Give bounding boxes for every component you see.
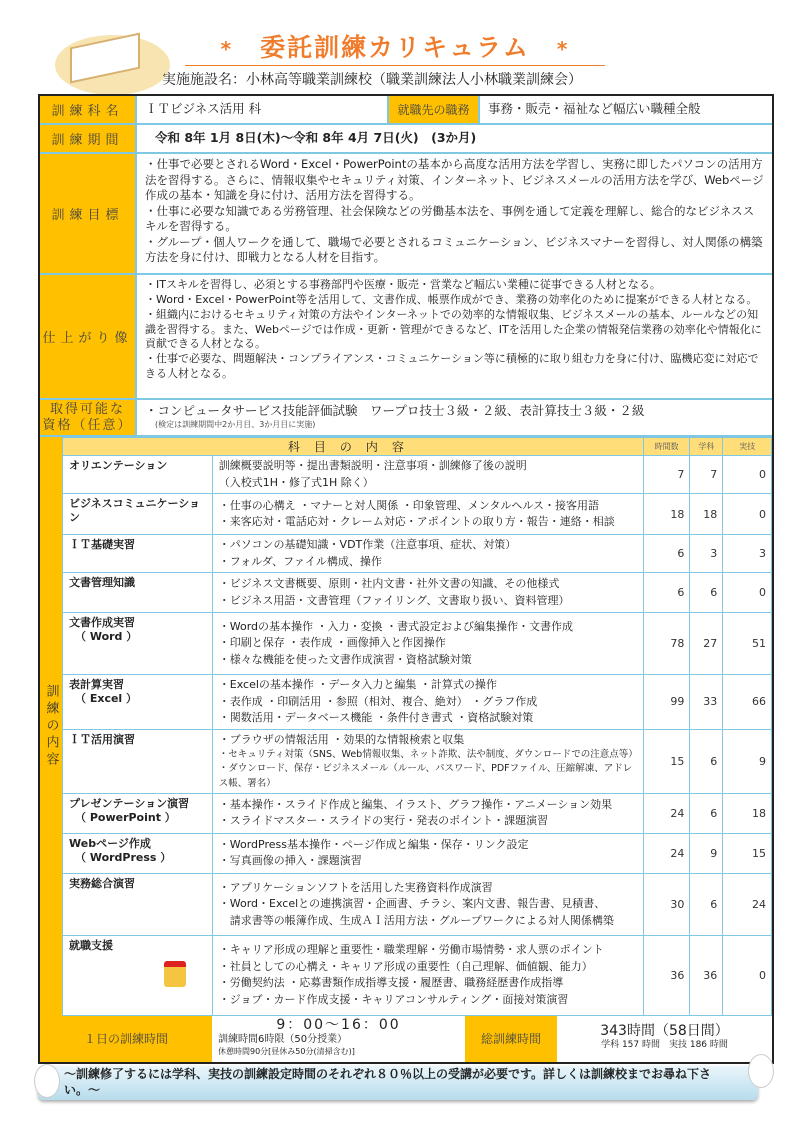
hours-cell: 7 [643,456,690,494]
content-line: ・ブラウザの情報活用 ・効果的な情報検索と収集 [218,732,465,746]
subject-content [212,456,643,494]
daily-hours-value [212,1016,465,1062]
theory-cell: 6 [690,793,723,833]
subject-name [63,535,213,573]
content-line: ・関数活用・データベース機能 ・条件付き書式 ・資格試験対策 [218,711,534,724]
subject-row [63,675,772,730]
star-icon: * [556,37,570,61]
curriculum-section [40,437,772,1016]
qual-label-line: 取得可能な [49,401,125,417]
curriculum-table [38,94,774,1064]
header-theory: 学科 [690,438,723,456]
facility-name: 実施施設名：小林高等職業訓練校（職業訓練法人小林職業訓練会） [162,72,582,88]
content-line: ・ビジネス文書概要、原則・社内文書・社外文書の知識、その他様式 [218,577,560,590]
goal-item: ・仕事に必要な知識である労務管理、社会保険などの労働基本法を、事例を通して定義を理解し、総合的なビジネススキルを習得する。 [145,203,755,234]
header-hours: 時間数 [643,438,690,456]
notice-text: ～訓練修了するには学科、実技の訓練設定時間のそれぞれ８０％以上の受講が必要です。詳しくは訓練校までお尋ね下さい。～ [64,1067,712,1097]
daily-time: 9：00～16：00 [276,1016,401,1033]
content-line: ・スライドマスター・スライドの実行・発表のポイント・課題演習 [218,814,549,828]
content-line: ・Word・Excelとの連携演習・企画書、チラシ、案内文書、報告書、見積書、 [218,897,606,910]
subject-title: ビジネスコミュニケーション [69,497,201,525]
period-label: 訓練期間 [40,125,137,152]
subject-row [63,793,772,833]
subject-subtitle: （ PowerPoint ） [75,811,176,825]
subject-row [63,456,772,494]
practice-cell: 9 [723,729,772,793]
subject-name [63,675,213,730]
subject-title: 文書管理知識 [69,576,135,589]
practice-cell: 0 [723,573,772,613]
content-line: ・ジョブ・カード作成支援・キャリアコンサルティング・面接対策演習 [218,992,569,1006]
subject-name [63,729,213,793]
qual-label-line: 資格（任意） [42,417,133,433]
course-name: ＩＴビジネス活用 科 [145,101,262,117]
job-label: 就職先の職務 [387,96,480,123]
job-value: 事務・販売・福祉など幅広い職種全般 [488,101,701,117]
hours-breakdown: 学科 157 時間 実技 186 時間 [601,1039,728,1050]
content-line: ・労働契約法 ・応募書類作成指導支援・履歴書、職務経歴書作成指導 [218,976,564,990]
qualification-value [137,400,772,435]
total-hours-label: 総訓練時間 [465,1016,557,1062]
subject-name [63,573,213,613]
subject-name [63,873,213,935]
practice-cell: 66 [723,675,772,730]
subject-content [212,675,643,730]
curriculum-side-label: 訓練の内容 [40,437,62,1016]
practice-cell: 18 [723,793,772,833]
subject-content [212,729,643,793]
subject-row [63,873,772,935]
subject-content [212,613,643,675]
subject-name [63,494,213,535]
content-line: ・来客応対・電話応対・クレーム対応・アポイントの取り方・報告・連絡・相談 [218,515,615,528]
subject-content [212,833,643,873]
daily-periods: 訓練時間6時限（50分授業） [218,1034,348,1046]
hours-cell: 6 [643,535,690,573]
subject-content [212,793,643,833]
content-line: （入校式1H・修了式1H 除く） [218,475,374,489]
theory-cell: 9 [690,833,723,873]
practice-cell: 0 [723,935,772,1015]
content-line: ・WordPress基本操作・ページ作成と編集・保存・リンク設定 [218,837,529,851]
practice-cell: 3 [723,535,772,573]
goal-item: ・仕事で必要とされるWord・Excel・PowerPointの基本から高度な活用方法を学習し、実務に即したパソコンの活用方法を習得する。さらに、情報収集やセキュリティ対策、インターネット、ビジネスメールの活用方法を学び、Webページ作成の基本・知識を身に付け、活用方法を習得する。 [145,157,764,203]
subject-title: オリエンテーション [69,459,168,472]
goal-item: ・グループ・個人ワークを通して、職場で必要とされるコミュニケーション、ビジネスマナーを習得し、対人関係の構築方法を身に付け、即戦力となる人材を目指す。 [145,234,763,265]
content-line: 訓練概要説明等・提出書類説明・注意事項・訓練修了後の説明 [218,459,527,472]
outcome-label: 仕上がり像 [40,275,137,398]
hours-cell: 30 [643,873,690,935]
hours-cell: 99 [643,675,690,730]
header-practice: 実技 [723,438,772,456]
goal-label: 訓練目標 [40,154,137,273]
daily-hours-label: １日の訓練時間 [40,1016,212,1062]
theory-cell: 36 [690,935,723,1015]
subject-row [63,535,772,573]
subject-content [212,873,643,935]
subject-title: 実務総合演習 [69,876,135,890]
hours-cell: 24 [643,793,690,833]
subject-subtitle: （ WordPress ） [75,851,172,865]
subject-row [63,729,772,793]
theory-cell: 3 [690,535,723,573]
content-line: ・パソコンの基礎知識・VDT作業（注意事項、症状、対策） [218,538,517,551]
outcome-item: ・組織内におけるセキュリティ対策の方法やインターネットでの効率的な情報収集、ビジネスメールの基本、ルールなどの知識を習得する。また、Webページでは作成・更新・管理ができるなど、ITを活用した企業の情報発信業務の効率化や情報化に貢献できる人材となる。 [145,307,762,351]
content-line: ・表作成 ・印刷活用 ・参照（相対、複合、絶対） ・グラフ作成 [218,694,538,708]
outcome-item: ・Word・Excel・PowerPoint等を活用して、文書作成、帳票作成ができ、業務の効率化のために提案ができる人材となる。 [145,292,758,306]
hours-cell: 78 [643,613,690,675]
subject-row [63,613,772,675]
content-line: ・様々な機能を使った文書作成演習・資格試験対策 [218,652,472,666]
subjects-table [62,437,772,1016]
schedule-row [40,1016,772,1064]
subject-name [63,793,213,833]
subject-content [212,935,643,1015]
subject-title: 就職支援 [69,938,113,952]
practice-cell: 0 [723,456,772,494]
total-hours: 343時間（58日間） [600,1022,729,1039]
outcome-list [137,275,772,398]
subject-content [212,535,643,573]
content-line: ・社員としての心構え・キャリア形成の重要性（自己理解、価値観、能力） [218,959,593,973]
theory-cell: 7 [690,456,723,494]
subject-subtitle: （ Excel ） [75,692,138,706]
subject-title: ＩＴ基礎実習 [69,538,135,551]
qualification-text: ・コンピュータサービス技能評価試験 ワープロ技士３級・２級、表計算技士３級・２級 [145,403,645,418]
mascot-icon [164,961,186,987]
subject-title: 表計算実習 [69,678,124,691]
content-line: ・セキュリティ対策（SNS、Web情報収集、ネット詐欺、法や制度、ダウンロードでの注意点等） [218,749,638,760]
content-line: 請求書等の帳簿作成、生成ＡＩ活用方法・グループワークによる対人関係構築 [218,913,614,927]
subject-name [63,456,213,494]
hours-cell: 24 [643,833,690,873]
page-title [185,33,605,66]
title-text: 委託訓練カリキュラム [260,33,530,62]
daily-break: 休憩時間90分[昼休み50分(清掃含む)] [218,1046,355,1056]
outcome-item: ・仕事で必要な、問題解決・コンプライアンス・コミュニケーション等に積極的に取り組む力を身に付け、臨機応変に対応できる人材となる。 [145,352,759,381]
practice-cell: 0 [723,494,772,535]
practice-cell: 51 [723,613,772,675]
subject-title: Webページ作成 [69,836,151,850]
subject-row [63,573,772,613]
subject-row [63,935,772,1015]
content-line: ・Excelの基本操作 ・データ入力と編集 ・計算式の操作 [218,678,497,691]
qualification-note: (検定は訓練期間中2か月目、3か月目に実施) [155,419,316,429]
goal-list [137,154,772,273]
subject-name [63,833,213,873]
practice-cell: 15 [723,833,772,873]
content-line: ・ビジネス用語・文書管理（ファイリング、文書取り扱い、資料管理） [218,593,570,607]
content-line: ・仕事の心構え ・マナーと対人関係 ・印象管理、メンタルヘルス・接客用語 [218,498,599,512]
header-content: 科目の内容 [63,438,644,456]
subject-name [63,935,213,1015]
content-line: ・フォルダ、ファイル構成、操作 [218,554,382,568]
page-body [38,94,774,1100]
subject-name [63,613,213,675]
course-label: 訓練科名 [40,96,137,123]
content-line: ・アプリケーションソフトを活用した実務資料作成演習 [218,880,493,894]
theory-cell: 6 [690,729,723,793]
content-line: ・ダウンロード、保存・ビジネスメール（ルール、パスワード、PDFファイル、圧縮解凍、アドレス帳、署名） [218,763,633,789]
hours-cell: 36 [643,935,690,1015]
content-line: ・印刷と保存 ・表作成 ・画像挿入と作図操作 [218,636,446,650]
content-line: ・写真画像の挿入・課題演習 [218,854,362,868]
theory-cell: 6 [690,873,723,935]
snowman-icon [34,1064,60,1098]
theory-cell: 27 [690,613,723,675]
content-line: ・Wordの基本操作 ・入力・変換 ・書式設定および編集操作・文書作成 [218,619,574,633]
subject-title: 文書作成実習 [69,616,135,629]
subject-subtitle: （ Word ） [75,630,138,644]
theory-cell: 18 [690,494,723,535]
star-icon: * [220,37,234,61]
subject-content [212,573,643,613]
subjects-header [63,438,772,456]
period-value: 令和 8年 1月 8日(木)～令和 8年 4月 7日(火) (3か月) [155,130,477,146]
subject-row [63,833,772,873]
hours-cell: 18 [643,494,690,535]
total-hours-value [557,1016,772,1062]
hours-cell: 6 [643,573,690,613]
subject-title: プレゼンテーション演習 [69,796,190,810]
qualification-label [40,400,137,435]
practice-cell: 24 [723,873,772,935]
theory-cell: 33 [690,675,723,730]
subject-content [212,494,643,535]
snowman-icon [748,1054,774,1088]
content-line: ・基本操作・スライド作成と編集、イラスト、グラフ操作・アニメーション効果 [218,797,613,811]
hours-cell: 15 [643,729,690,793]
notice-banner [38,1066,758,1100]
theory-cell: 6 [690,573,723,613]
subject-row [63,494,772,535]
content-line: ・キャリア形成の理解と重要性・職業理解・労働市場情勢・求人票のポイント [218,943,604,957]
subject-title: ＩＴ活用演習 [69,732,135,746]
outcome-item: ・ITスキルを習得し、必須とする事務部門や医療・販売・営業など幅広い業種に従事できる人材となる。 [145,278,661,291]
